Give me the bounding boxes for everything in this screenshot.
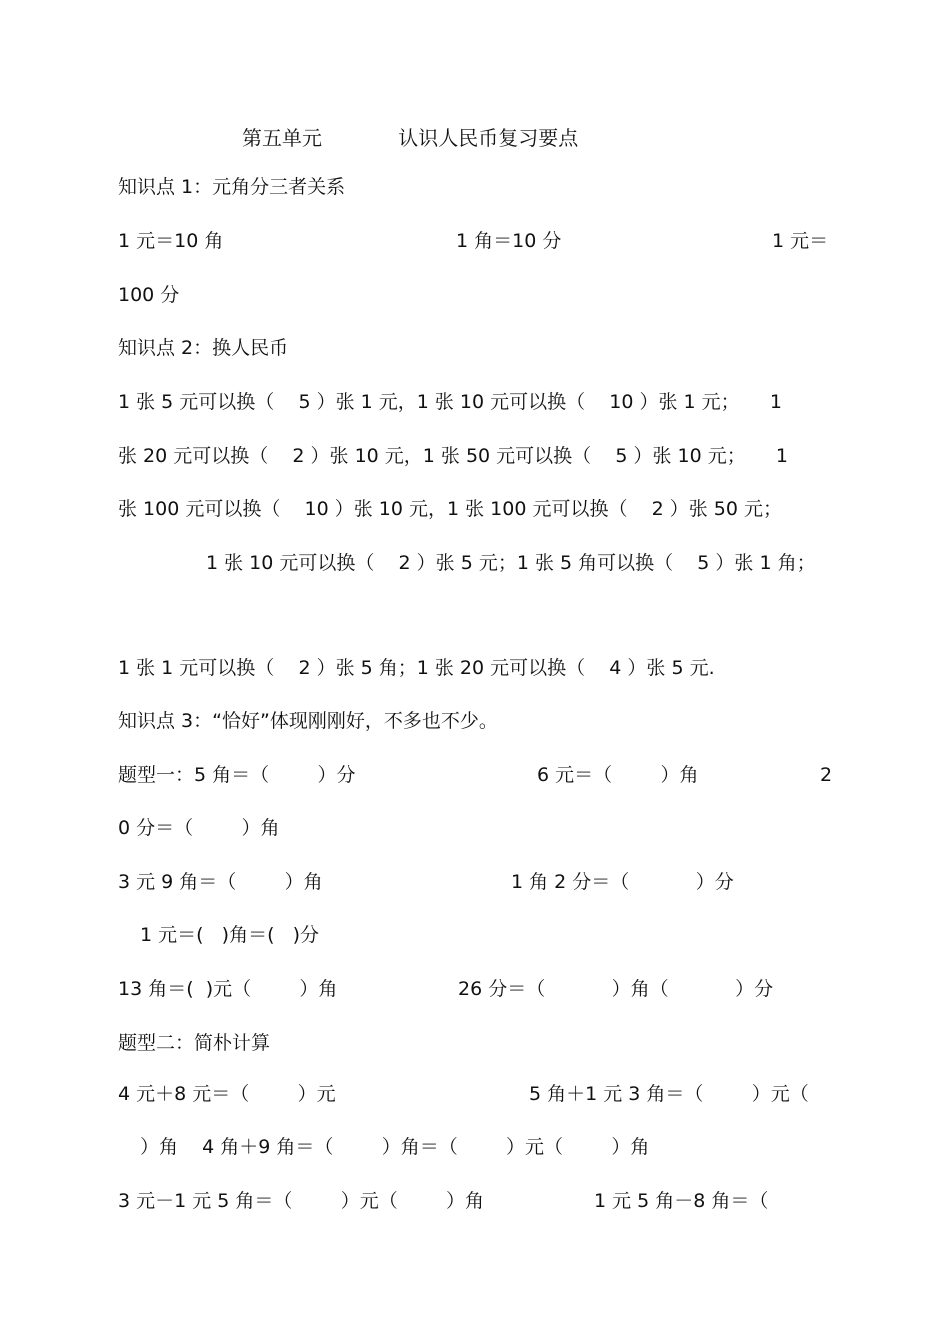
knowledge-point-1-heading: 知识点 1：元角分三者关系: [118, 176, 346, 198]
exercise-1-item-f: 1 元＝( )角＝( )分: [140, 924, 320, 946]
yuan-fen-relation-start: 1 元＝: [772, 230, 829, 252]
exercise-2-item-b-end: ）角 4 角＋9 角＝（ ）角＝（ ）元（ ）角: [140, 1136, 650, 1158]
exercise-1-item-b: 6 元＝（ ）角: [537, 764, 699, 786]
exercise-2-item-c: 3 元－1 元 5 角＝（ ）元（ ）角: [118, 1190, 485, 1212]
exercise-2-item-d: 1 元 5 角－8 角＝（: [594, 1190, 769, 1212]
yuan-jiao-relation: 1 元＝10 角: [118, 230, 224, 252]
jiao-fen-relation: 1 角＝10 分: [456, 230, 562, 252]
exchange-line-2: 张 20 元可以换（ 2 ）张 10 元，1 张 50 元可以换（ 5 ）张 10 元； 1: [118, 445, 789, 467]
exercise-2-heading: 题型二：简朴计算: [118, 1032, 271, 1054]
exchange-line-1: 1 张 5 元可以换（ 5 ）张 1 元，1 张 10 元可以换（ 10 ）张 1 元； 1: [118, 391, 782, 413]
exercise-1-item-a: 题型一：5 角＝（ ）分: [118, 764, 356, 786]
knowledge-point-2-heading: 知识点 2：换人民币: [118, 337, 289, 359]
exchange-line-4: 1 张 10 元可以换（ 2 ）张 5 元；1 张 5 角可以换（ 5 ）张 1 角；: [206, 552, 816, 574]
exchange-line-3: 张 100 元可以换（ 10 ）张 10 元，1 张 100 元可以换（ 2 ）张 50 元；: [118, 498, 782, 520]
exercise-2-item-b-start: 5 角＋1 元 3 角＝（ ）元（: [529, 1083, 809, 1105]
exercise-1-item-h: 26 分＝（ ）角（ ）分: [458, 978, 774, 1000]
exercise-1-item-c-end: 0 分＝（ ）角: [118, 817, 280, 839]
exercise-1-item-g: 13 角＝( )元（ ）角: [118, 978, 338, 1000]
exercise-1-item-e: 1 角 2 分＝（ ）分: [511, 871, 734, 893]
yuan-fen-relation-end: 100 分: [118, 284, 180, 306]
exchange-line-5: 1 张 1 元可以换（ 2 ）张 5 角；1 张 20 元可以换（ 4 ）张 5 元.: [118, 657, 715, 679]
exercise-1-item-c-start: 2: [820, 764, 833, 786]
exercise-2-item-a: 4 元＋8 元＝（ ）元: [118, 1083, 336, 1105]
knowledge-point-3-heading: 知识点 3：“恰好”体现刚刚好，不多也不少。: [118, 710, 498, 732]
document-title: 第五单元 认识人民币复习要点: [242, 126, 579, 150]
exercise-1-item-d: 3 元 9 角＝（ ）角: [118, 871, 323, 893]
